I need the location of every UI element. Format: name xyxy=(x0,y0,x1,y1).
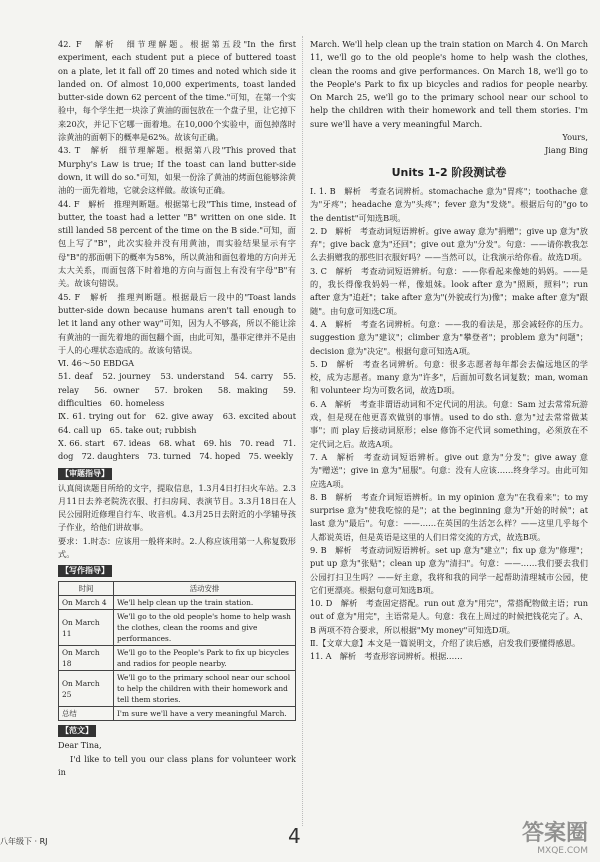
guide-text-2: 要求：1.时态：应该用一般将来时。2.人称应该用第一人称复数形式。 xyxy=(58,535,296,559)
answer-1: Ⅰ. 1. B 解析 考查名词辨析。stomachache 意为"胃疼"；toothache 意为"牙疼"；headache 意为"头疼"；fever 意为"发烧"。根据后句的"go to the dentist"可知选B项。 xyxy=(310,185,588,223)
answer-3: 3. C 解析 考查动词短语辨析。句意：——你看起来像她的妈妈。——是的，我长得像我妈妈一样，像姐妹。look after 意为"照顾，照料"；run after 意为"追赶"；take after 意为"(外貌或行为)像"；make after 意为"跟随"。由句意可知选C项。 xyxy=(310,265,588,316)
vocab-answers-61-65: Ⅸ. 61. trying out for 62. give away 63. excited about 64. call up 65. take out; rubbish xyxy=(58,411,305,435)
row-activity: We'll help clean up the train station. xyxy=(114,596,296,610)
row-activity: I'm sure we'll have a very meaningful March. xyxy=(114,707,296,721)
answer-43: 43. T 解析 细节理解题。根据第八段"This proved that Murphy's Law is true; If the toast can land butter-side down, it will do so."可知，如果一份涂了黄油的烤面包能够涂黄油的一面先着地，它就会这样做。故该句正确。 xyxy=(58,145,296,196)
section-46-50: Ⅵ. 46～50 EBDGA xyxy=(58,358,135,369)
unit-test-title: Units 1-2 阶段测试卷 xyxy=(391,165,507,179)
row-time: 总结 xyxy=(59,707,114,721)
answer-8: 8. B 解析 考查介词短语辨析。in my opinion 意为"在我看来"；to my surprise 意为"使我吃惊的是"；at the beginning 意为"开始的时候"；at last 意为"最后"。句意：——……在英国的生活怎么样？——这里几乎每个人都说英语，但是英语是这里的人们日常交流的方式，故选B项。 xyxy=(310,491,588,542)
answer-4: 4. A 解析 考查名词辨析。句意：——我的看法是，那会减轻你的压力。suggestion 意为"建议"；climber 意为"攀登者"；problem 意为"问题"；decision 意为"决定"。根据句意可知选A项。 xyxy=(310,318,588,356)
signature-name: Jiang Bing xyxy=(544,145,588,156)
activity-table xyxy=(58,581,296,721)
row-time: On March 25 xyxy=(59,671,114,707)
table-header-time: 时间 xyxy=(59,582,114,596)
answer-10: 10. D 解析 考查固定搭配。run out 意为"用完"，常搭配物做主语；run out of 意为"用完"，主语常是人。句意：我在上周过的时候把钱花完了。A、B 两项不符合要求，所以根据"My money"可知选D项。 xyxy=(310,598,588,635)
footer-grade-label: 八年级下 · RJ xyxy=(0,837,48,846)
vocab-answers-66-75: Ⅹ. 66. start 67. ideas 68. what 69. his 70. read 71. dog 72. daughters 73. turned 74. hoped 75. weekly xyxy=(58,437,296,462)
closing-yours: Yours, xyxy=(562,132,588,143)
passage-summary: Ⅱ.【文章大意】本文是一篇说明文，介绍了读后感，启发我们要懂得感恩。 xyxy=(310,638,581,649)
model-essay-heading: 【范文】 xyxy=(58,725,96,737)
writing-guide-heading: 【写作指导】 xyxy=(58,565,112,577)
table-row xyxy=(59,610,296,646)
table-row xyxy=(59,596,296,610)
table-row xyxy=(59,671,296,707)
table-header-activity: 活动安排 xyxy=(114,582,296,596)
table-row xyxy=(59,646,296,671)
vocab-answers-51-60: 51. deaf 52. journey 53. understand 54. carry 55. relay 56. owner 57. broken 58. making 59. difficulties 60. homeless xyxy=(58,371,296,409)
model-first-line: I'd like to tell you our class plans for volunteer work in xyxy=(58,753,296,777)
row-time: On March 4 xyxy=(59,596,114,610)
row-activity: We'll go to the old people's home to help wash the clothes, clean the rooms and give performances. xyxy=(114,610,296,646)
answer-2: 2. D 解析 考查动词短语辨析。give away 意为"捐赠"；give up 意为"放弃"；give back 意为"还回"；give out 意为"分发"。句意：——请你教我怎么去捐赠我的那些旧衣服好吗？——当然可以，让我演示给你看。故选D项。 xyxy=(310,225,588,263)
row-time: On March 18 xyxy=(59,646,114,671)
guide-heading: 【审题指导】 xyxy=(58,468,112,480)
page-number: 4 xyxy=(288,824,301,848)
answer-7: 7. A 解析 考查动词短语辨析。give out 意为"分发"；give away 意为"赠送"；give in 意为"屈服"。句意：没有人应该……终身学习。由此可知应选A项。 xyxy=(310,451,588,489)
answer-42: 42. F 解析 细节理解题。根据第五段"In the first experiment, each student put a piece of buttered toast on a plate, let it fall off 20 times and noted which side it landed on. Of almost 10,000 experiments, toast landed butter-side down 62 percent of the time."可知，在第一个实验中，每个学生把一块涂了黄油的面包放在一个盘子里，让它掉下来20次，并记下它哪一面着地。在10,000个实验中，面包掉落时涂黄油的面朝下的概率是62%。故该句正确。 xyxy=(58,39,296,143)
left-column xyxy=(58,38,305,779)
table-row xyxy=(59,707,296,721)
watermark-line-2: MXQE.COM xyxy=(537,846,588,856)
guide-text: 认真阅读题目所给的文字，提取信息，1.3月4日打扫火车站。2.3月11日去养老院洗衣服、打扫房间、表演节目。3.3月18日在人民公园附近修理自行车、收音机。4.3月25日去附近的小学辅导孩子作业，给他们讲故事。 xyxy=(58,482,296,533)
answer-9: 9. B 解析 考查动词短语辨析。set up 意为"建立"；fix up 意为"修理"；put up 意为"张贴"；clean up 意为"清扫"。句意：——……我们要去我们公园打扫卫生吗？——好主意，我将和我的同学一起帮助清理城市公园，使它们更漂亮。根据句意可知选B项。 xyxy=(310,544,588,595)
column-divider xyxy=(302,36,303,826)
row-activity: We'll go to the People's Park to fix up bicycles and radios for people nearby. xyxy=(114,646,296,671)
answer-44: 44. F 解析 推理判断题。根据第七段"This time, instead of butter, the toast had a letter "B" written on one side. It still landed 58 percent of the time on the B side."可知，面包上写了"B"，此次实验并没有用黄油，而实验结果显示有字母"B"的那面朝下的概率为58%，所以黄油和面包着地的方向并无太大关系，而面包落下时着地的方向与面包上有没有字母"B"有关。故该句错误。 xyxy=(58,198,296,289)
model-essay-continued: March. We'll help clean up the train station on March 4. On March 11, we'll go to the old people's home to help wash the clothes, clean the rooms and give performances. On March 18, we'll go to the People's Park to fix up bicycles and radios for people nearby. On March 25, we'll go to the primary school near our school to help the children with their homework and tell them stories. I'm sure we'll have a very meaningful March. xyxy=(310,39,588,129)
answer-45: 45. F 解析 推理判断题。根据最后一段中的"Toast lands butter-side down because humans aren't tall enough to let it land any other way"可知，因为人不够高，所以不能让涂有黄油的一面先着地的面包翻个面，由此可知，墨菲定律并不是由于人的心理状态造成的。故该句错误。 xyxy=(58,291,296,355)
watermark-line-1: 答案圈 xyxy=(521,821,588,846)
row-activity: We'll go to the primary school near our school to help the children with their homework and tell them stories. xyxy=(114,671,296,707)
answer-6: 6. A 解析 考查非谓语动词和不定代词的用法。句意：Sam 过去常常玩游戏，但是现在他更喜欢做别的事情。used to do sth. 意为"过去常常做某事"；而 play 后接动词原形；else 修饰不定代词 something，必须放在不定代词之后。故选A项。 xyxy=(310,398,588,449)
row-time: On March 11 xyxy=(59,610,114,646)
watermark-logo xyxy=(522,822,588,856)
answer-11: 11. A 解析 考查形容词辨析。根据…… xyxy=(310,651,463,662)
answer-5: 5. D 解析 考查名词辨析。句意：很多志愿者每年都会去偏远地区的学校，成为志愿者。many 意为"许多"，后面加可数名词复数；man, woman 和 volunteer 均为可数名词，故选D项。 xyxy=(310,358,588,396)
right-column xyxy=(310,38,588,664)
model-salutation: Dear Tina, xyxy=(58,740,102,751)
